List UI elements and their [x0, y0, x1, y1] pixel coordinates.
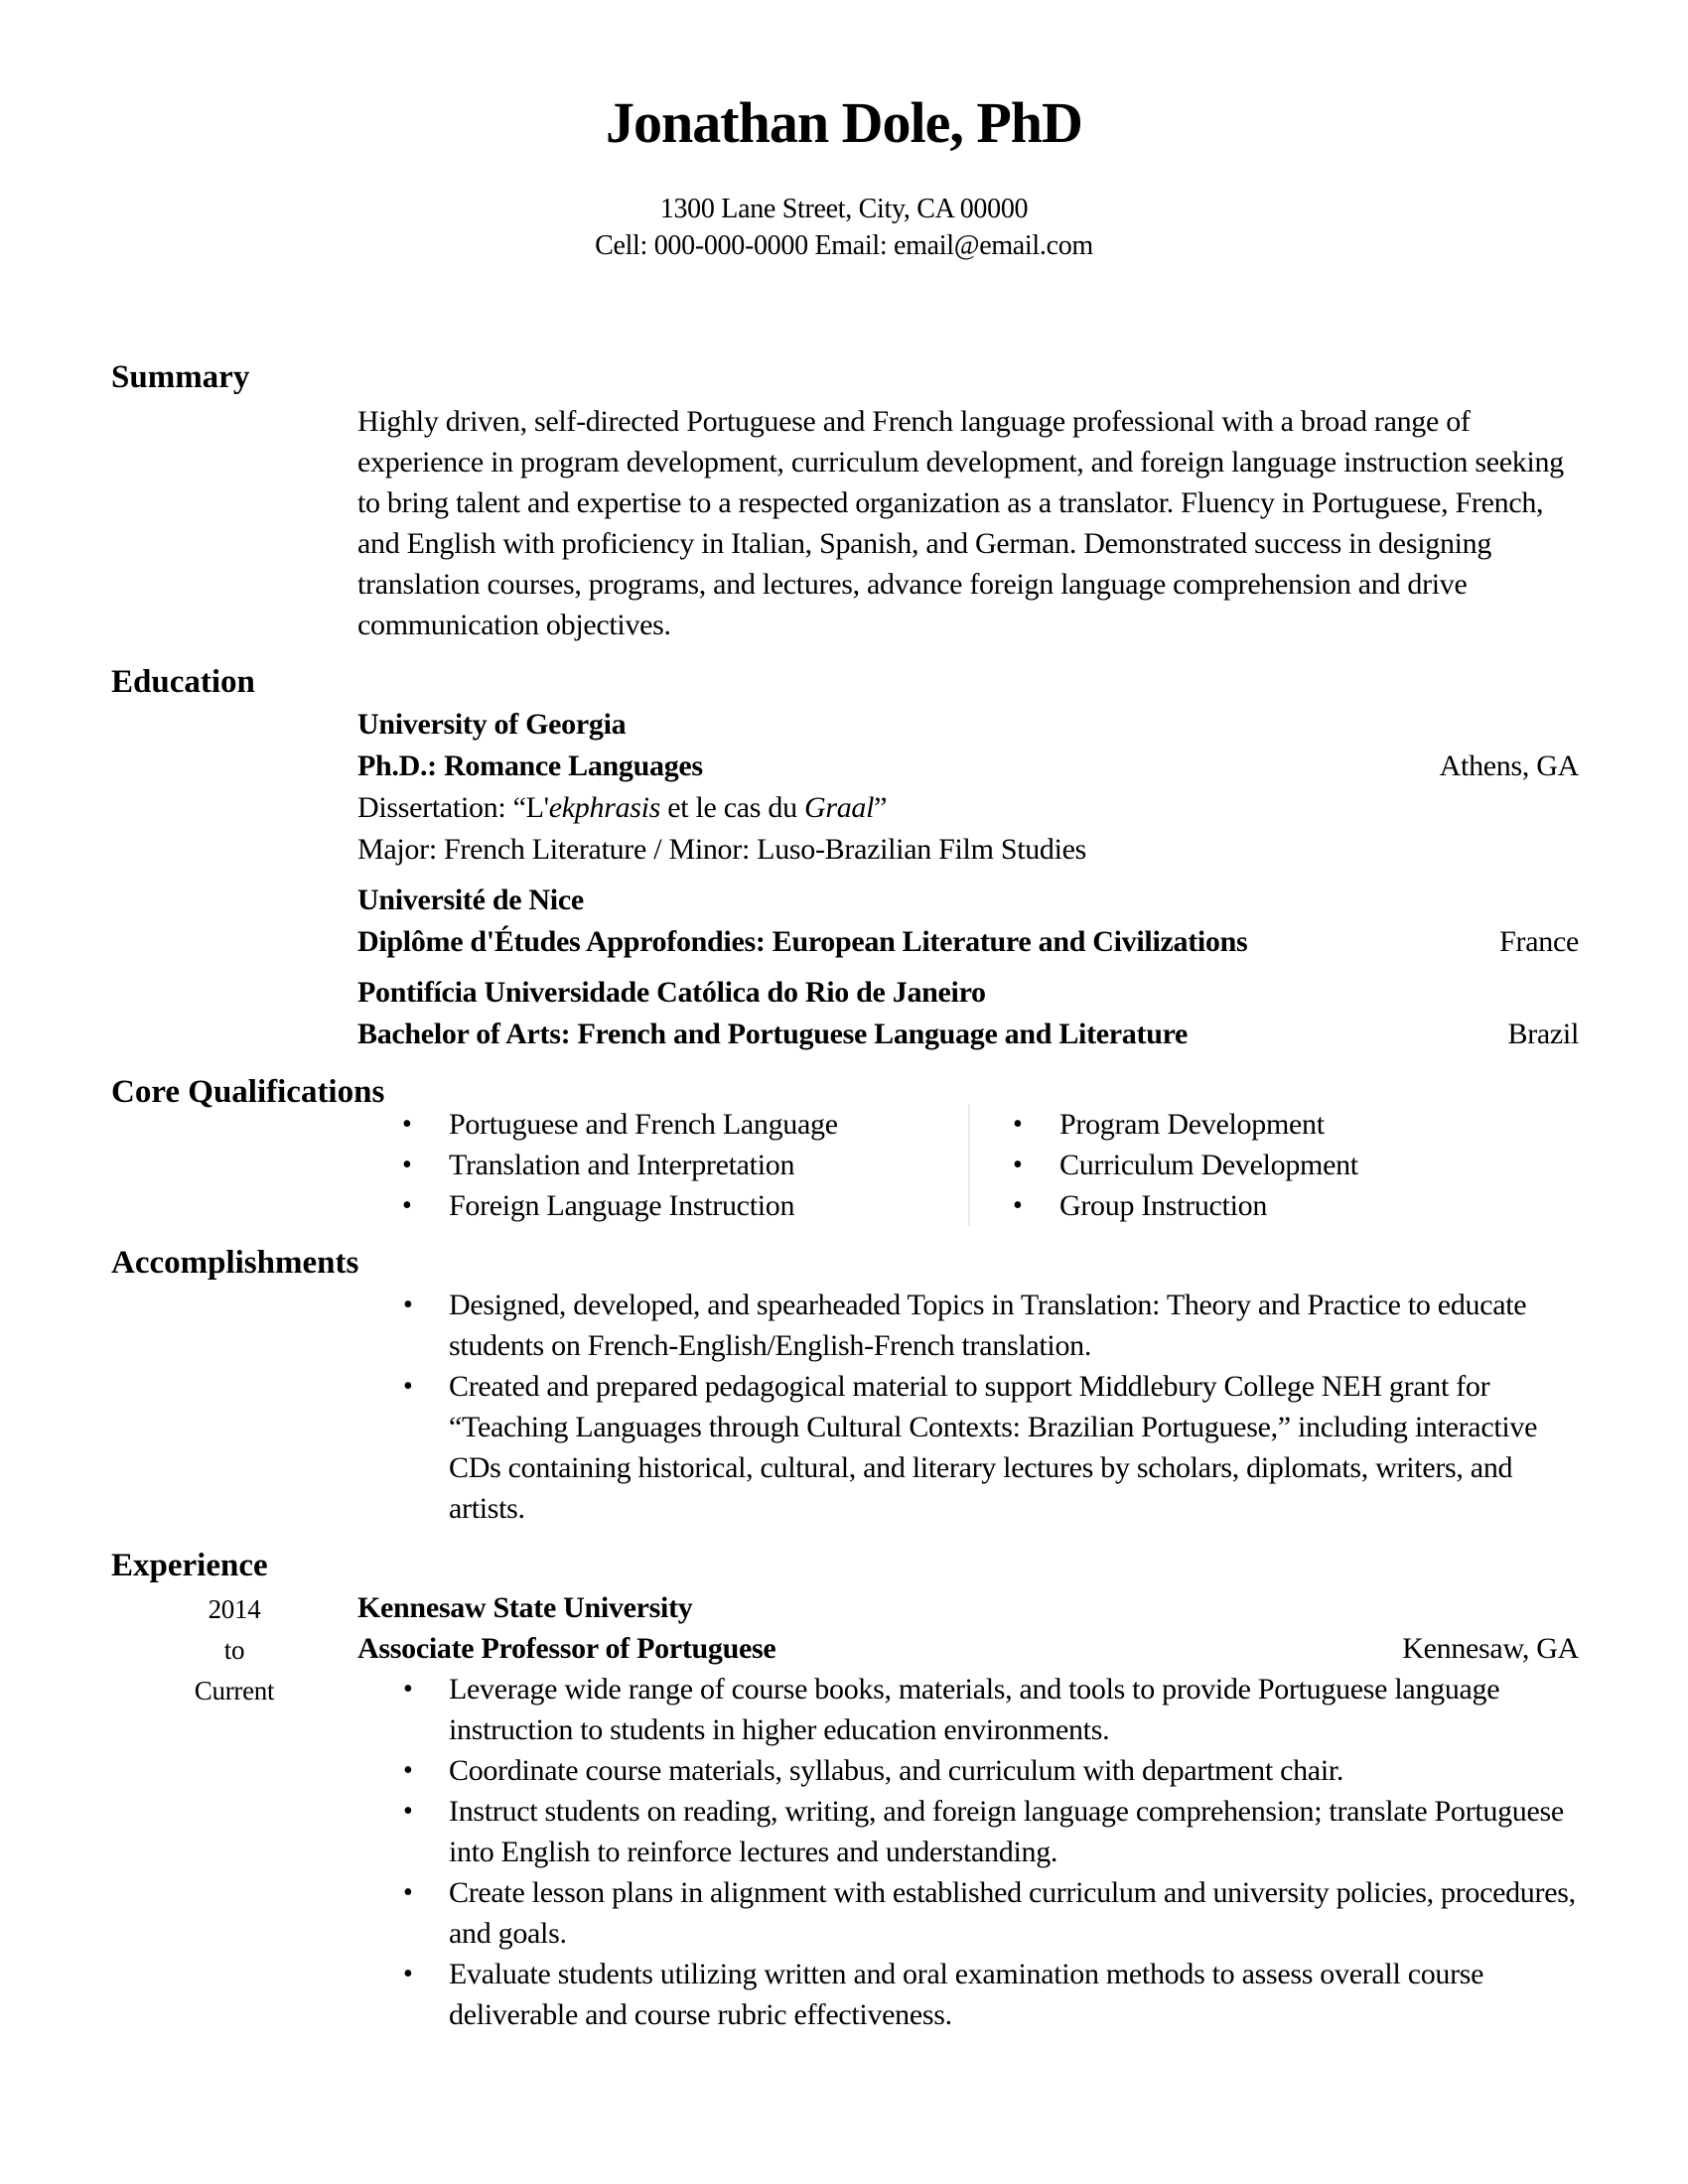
- experience-label-column: [0, 1546, 357, 2035]
- school-name: University of Georgia: [357, 708, 627, 741]
- dissertation-text: ”: [874, 791, 888, 824]
- dissertation-line: [357, 787, 1579, 829]
- list-item: [357, 1145, 968, 1185]
- job-company: Kennesaw State University: [357, 1591, 693, 1624]
- list-item: [970, 1185, 1579, 1226]
- degree-title: Ph.D.: Romance Languages: [357, 750, 703, 782]
- contact-line: Cell: 000-000-0000 Email: email@email.com: [595, 230, 1093, 261]
- job-duty-text: Coordinate course materials, syllabus, and curriculum with department chair.: [449, 1754, 1344, 1787]
- section-experience: [0, 1546, 1688, 2035]
- list-item: [357, 1791, 1579, 1872]
- job-duties-list: [357, 1669, 1579, 2035]
- qualifications-columns: [357, 1104, 1579, 1226]
- list-item: [970, 1145, 1579, 1185]
- list-item: [357, 1954, 1579, 2035]
- list-item: [357, 1750, 1579, 1791]
- job-date-start: 2014: [208, 1594, 261, 1624]
- degree-title: Diplôme d'Études Approfondies: European Literature and Civilizations: [357, 925, 1248, 958]
- summary-content: [357, 357, 1579, 645]
- section-core-qualifications: [0, 1072, 1688, 1226]
- qualifications-right-column: [968, 1104, 1579, 1226]
- accomplishments-content: [357, 1243, 1579, 1529]
- qualification-text: Translation and Interpretation: [449, 1149, 795, 1181]
- job-date-connector: to: [223, 1635, 245, 1665]
- core-qualifications-label-column: [0, 1072, 385, 1226]
- job-date-end: Current: [194, 1676, 275, 1706]
- job-duty-text: Instruct students on reading, writing, and foreign language comprehension; translate Portuguese into English to reinforce lectures and understanding.: [449, 1795, 1564, 1868]
- school-location: Brazil: [1507, 1018, 1579, 1050]
- bullet-icon: •: [403, 1755, 413, 1786]
- experience-heading: Experience: [111, 1548, 268, 1583]
- bullet-icon: •: [1013, 1190, 1023, 1221]
- bullet-icon: •: [403, 1877, 413, 1908]
- list-item: [357, 1104, 968, 1145]
- degree-row: [357, 921, 1579, 963]
- section-summary: [0, 357, 1688, 645]
- job-duty-text: Leverage wide range of course books, materials, and tools to provide Portuguese language instruction to students in higher education environments.: [449, 1673, 1500, 1746]
- qualification-text: Program Development: [1059, 1108, 1325, 1141]
- dissertation-text: et le cas du: [660, 791, 804, 824]
- experience-content: [357, 1546, 1579, 2035]
- education-entry: [357, 704, 1579, 871]
- job-title: Associate Professor of Portuguese: [357, 1632, 776, 1665]
- dissertation-italic-term: ekphrasis: [548, 791, 661, 824]
- school-location: France: [1499, 925, 1579, 958]
- school-name: Université de Nice: [357, 884, 584, 916]
- summary-heading: Summary: [111, 359, 250, 395]
- section-accomplishments: [0, 1243, 1688, 1529]
- school-location: Athens, GA: [1439, 750, 1579, 782]
- job-date-range: [111, 1589, 357, 1711]
- core-qualifications-content: [357, 1072, 1579, 1226]
- education-label-column: [0, 662, 357, 1055]
- accomplishments-label-column: [0, 1243, 357, 1529]
- education-content: [357, 662, 1579, 1055]
- dissertation-text: Dissertation: “L': [357, 791, 549, 824]
- section-education: [0, 662, 1688, 1055]
- list-item: [357, 1366, 1579, 1529]
- education-entry: [357, 972, 1579, 1055]
- job-duty-text: Create lesson plans in alignment with established curriculum and university policies, procedures, and goals.: [449, 1876, 1576, 1950]
- job-role-row: [357, 1628, 1579, 1669]
- accomplishments-list: [357, 1285, 1579, 1529]
- bullet-icon: •: [403, 1796, 413, 1827]
- list-item: [357, 1669, 1579, 1750]
- qualification-text: Portuguese and French Language: [449, 1108, 838, 1141]
- bullet-icon: •: [402, 1150, 412, 1180]
- qualification-text: Foreign Language Instruction: [449, 1189, 795, 1222]
- education-heading: Education: [111, 664, 255, 700]
- core-qualifications-heading: Core Qualifications: [111, 1074, 385, 1110]
- summary-label-column: [0, 357, 357, 645]
- qualification-text: Group Instruction: [1059, 1189, 1268, 1222]
- bullet-icon: •: [1013, 1109, 1023, 1140]
- list-item: [357, 1285, 1579, 1366]
- list-item: [357, 1185, 968, 1226]
- bullet-icon: •: [403, 1959, 413, 1989]
- accomplishment-text: Created and prepared pedagogical material to support Middlebury College NEH grant for “Teaching Languages through Cultural Contexts: Brazilian Portuguese,” including interactive CDs containing historical, cultural, and literary lectures by scholars, diplomats, writers, and artists.: [449, 1370, 1538, 1525]
- dissertation-italic-term: Graal: [803, 791, 875, 824]
- degree-row: [357, 746, 1579, 787]
- candidate-name: Jonathan Dole, PhD: [606, 90, 1082, 155]
- bullet-icon: •: [1013, 1150, 1023, 1180]
- qualifications-left-column: [357, 1104, 968, 1226]
- list-item: [970, 1104, 1579, 1145]
- degree-row: [357, 1014, 1579, 1055]
- bullet-icon: •: [403, 1674, 413, 1705]
- job-location: Kennesaw, GA: [1402, 1632, 1579, 1665]
- job-duty-text: Evaluate students utilizing written and oral examination methods to assess overall course deliverable and course rubric effectiveness.: [449, 1958, 1484, 2031]
- list-item: [357, 1872, 1579, 1954]
- education-entry: [357, 880, 1579, 963]
- resume-body: [0, 357, 1688, 2035]
- accomplishment-text: Designed, developed, and spearheaded Topics in Translation: Theory and Practice to educate students on French-English/English-French translation.: [449, 1289, 1527, 1362]
- address-line: 1300 Lane Street, City, CA 00000: [659, 194, 1029, 224]
- qualification-text: Curriculum Development: [1059, 1149, 1358, 1181]
- accomplishments-heading: Accomplishments: [111, 1245, 359, 1281]
- contact-block: [0, 191, 1688, 264]
- bullet-icon: •: [403, 1371, 413, 1402]
- school-name: Pontifícia Universidade Católica do Rio de Janeiro: [357, 976, 986, 1009]
- bullet-icon: •: [402, 1190, 412, 1221]
- major-line: Major: French Literature / Minor: Luso-Brazilian Film Studies: [357, 833, 1087, 866]
- summary-paragraph: Highly driven, self-directed Portuguese and French language professional with a broad range of experience in program development, curriculum development, and foreign language instruction seeking to bring talent and expertise to a respected organization as a translator. Fluency in Portuguese, French, and English with proficiency in Italian, Spanish, and German. Demonstrated success in designing translation courses, programs, and lectures, advance foreign language comprehension and drive communication objectives.: [357, 405, 1564, 641]
- degree-title: Bachelor of Arts: French and Portuguese Language and Literature: [357, 1018, 1189, 1050]
- bullet-icon: •: [402, 1109, 412, 1140]
- bullet-icon: •: [403, 1290, 413, 1320]
